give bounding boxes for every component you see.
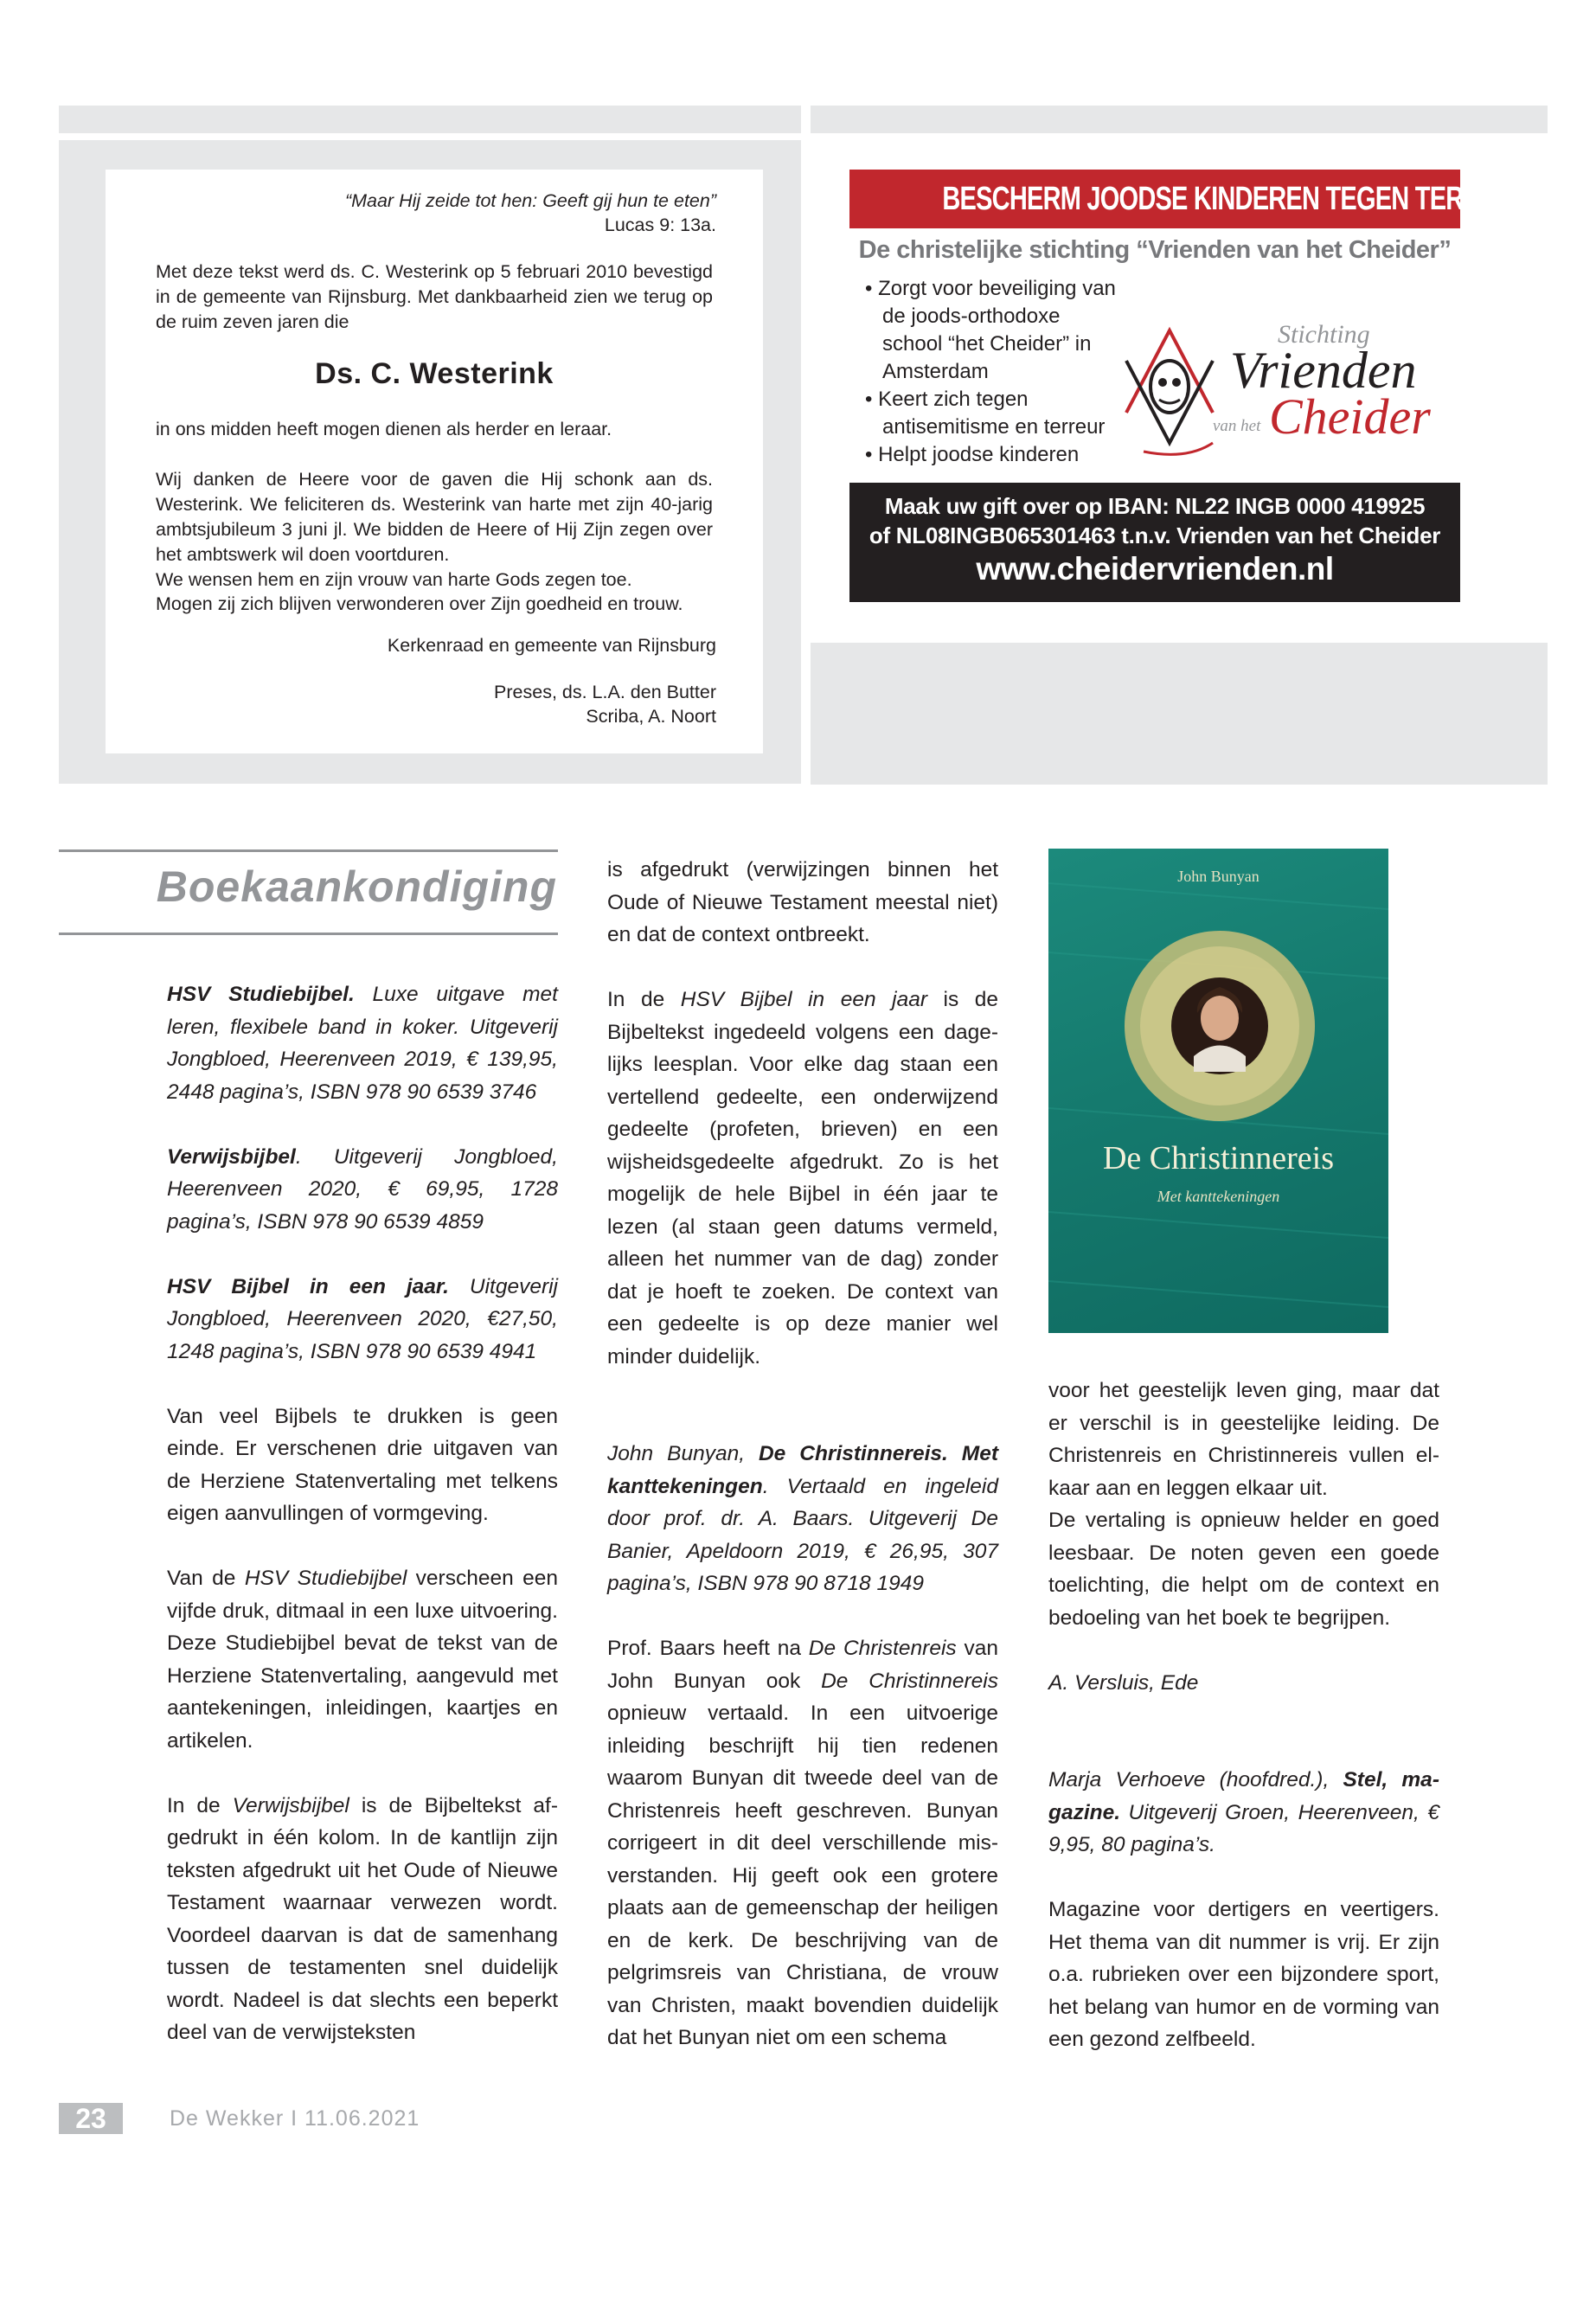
paragraph: Van veel Bijbels te drukken is geen einde. Er verschenen drie uitgaven van de Herziene Statenvertaling met telkens eigen aanvullingen of vormgeving. xyxy=(167,1404,558,1525)
ad-logo-cheider: Cheider xyxy=(1269,388,1431,445)
paragraph: Van de HSV Studiebijbel verscheen een vijfde druk, ditmaal in een luxe uitvoering. Deze Studiebijbel bevat de tekst van de Herziene Statenvertaling, aangevuld met aantekeningen, inleidingen, kaartjes en artikelen. xyxy=(167,1567,558,1753)
paragraph: is afgedrukt (verwijzingen binnen het Oude of Nieuwe Testament meestal niet) en dat de context ontbreekt. xyxy=(607,858,998,946)
cover-texture xyxy=(1048,849,1388,1333)
ad-bullet: • Keert zich tegen antisemitisme en terreur xyxy=(865,388,1106,439)
ad-bullet: • Helpt joodse kinderen xyxy=(865,443,1080,466)
book-title: HSV Bijbel in een jaar. xyxy=(167,1274,449,1298)
jubilee-after-name: in ons midden heeft mogen dienen als herder en leraar. xyxy=(156,419,612,439)
paragraph: In de HSV Bijbel in een jaar is de Bijbeltekst ingedeeld volgens een dagelijks leesplan. Voor elke dag staan een vertellend gedeelte, een onderwijzend gedeelte (profeten, brieven) en een wijsheidsgedeelte afgedrukt. Zo is het mogelijk de hele Bijbel in één jaar te lezen (al staan geen datums vermeld, alleen het nummer van de dag) zonder dat je hoeft te zoeken. De context van een gedeelte is op deze manier wel minder duidelijk. xyxy=(607,988,998,1368)
ad-bullet-list xyxy=(865,275,1125,469)
paragraph: Prof. Baars heeft na De Christenreis van John Bunyan ook De Christinnereis opnieuw vertaald. In een uitvoerige inleiding beschrijft hij tien redenen waarom Bunyan dit tweede deel van de Christenreis heeft geschreven. Bunyan corrigeert in dit deel verschillende misverstanden. Hij geeft ook een grotere plaats aan de gemeenschap der heiligen en de kerk. De beschrijving van de pelgrimsreis van Christiana, de vrouw van Christen, maakt bovendien duidelijk dat het Bunyan niet om een schema xyxy=(607,1637,998,2049)
jubilee-thanks: Wij danken de Heere voor de gaven die Hij schonk aan ds. Westerink. We feliciteren ds. Westerink van harte met zijn 40-jarig ambtsjubileum 3 juni jl. We bidden de Heere of Hij Zijn zegen over het ambtswerk wil doen voortduren. xyxy=(156,469,713,565)
heading-rule-bottom xyxy=(59,933,558,935)
book-entry-verwijsbijbel xyxy=(167,1141,558,1239)
book-details: Uitgeverij Groen, Heerenveen, € 9,95, 80 pagina’s. xyxy=(1048,1800,1439,1856)
book-entry-stel-magazine: Marja Verhoeve (hoofdred.), Stel, magazine. Uitgeverij Groen, Heerenveen, € 9,95, 80 pagina’s. xyxy=(1048,1768,1439,1856)
publication-info: De Wekker I 11.06.2021 xyxy=(170,2106,420,2131)
jubilee-wish2: Mogen zij zich blijven verwonderen over Zijn goedheid en trouw. xyxy=(156,593,683,614)
book-details: . Uitgeverij Jongbloed, Heerenveen 2020, € 69,95, 1728 pagina’s, ISBN 978 90 6539 4859 xyxy=(167,1144,558,1234)
book-details: . Vertaald en ingeleid door prof. dr. A. Baars. Uitgeverij De Banier, Apeldoorn 2019, € 26,95, 307 pagina’s, ISBN 978 90 8718 1949 xyxy=(607,1474,998,1595)
book-entry-bijbel-in-een-jaar xyxy=(167,1271,558,1368)
jubilee-quote-block xyxy=(345,189,716,237)
book-title: De Christinnereis. Met kanttekeningen xyxy=(607,1442,998,1498)
jubilee-quote: “Maar Hij zeide tot hen: Geeft gij hun te eten” xyxy=(344,190,716,211)
ad-logo-vrienden: Vrienden xyxy=(1230,342,1417,399)
jubilee-scriba: Scriba, A. Noort xyxy=(586,706,716,727)
ad-frame-bottom xyxy=(811,643,1548,785)
cheider-logo xyxy=(1109,313,1455,460)
cheider-advertisement xyxy=(849,170,1540,602)
page-number: 23 xyxy=(59,2103,123,2134)
jubilee-announcement xyxy=(106,170,763,753)
ad-banner: BESCHERM JOODSE KINDEREN TEGEN TERREUR! xyxy=(849,170,1460,228)
jubilee-preses: Preses, ds. L.A. den Butter xyxy=(494,682,716,702)
column-3 xyxy=(1048,1375,1439,2056)
cover-author: John Bunyan xyxy=(1177,868,1259,885)
ad-gift-line2: of NL08INGB065301463 t.n.v. Vrienden van het Cheider xyxy=(869,522,1441,548)
ad-donation-box xyxy=(849,483,1460,602)
column-2 xyxy=(607,854,998,2054)
cover-subtitle: Met kanttekeningen xyxy=(1157,1188,1280,1205)
jubilee-intro: Met deze tekst werd ds. C. Westerink op 5 februari 2010 bevestigd in de gemeente van Rijnsburg. Met dankbaarheid zien we terug op de ruim zeven jaren die xyxy=(156,261,713,332)
paragraph: In de Verwijsbijbel is de Bijbeltekst afgedrukt in één kolom. In de kantlijn zijn teksten afgedrukt uit het Oude of Nieuwe Testament waarnaar verwezen wordt. Voordeel daarvan is dat de samenhang tussen de testamenten snel duidelijk wordt. Nadeel is dat slechts een beperkt deel van de verwijsteksten xyxy=(167,1793,558,2044)
jubilee-wish1: We wensen hem en zijn vrouw van harte Gods zegen toe. xyxy=(156,569,632,590)
ad-logo-vanhet: van het xyxy=(1213,417,1261,435)
cover-title: De Christinnereis xyxy=(1102,1140,1334,1176)
jubilee-signature: Kerkenraad en gemeente van Rijnsburg xyxy=(387,635,716,656)
book-entry-christinnereis: John Bunyan, De Christinnereis. Met kanttekeningen. Vertaald en ingeleid door prof. dr. A. Baars. Uitgeverij De Banier, Apeldoorn 2019, € 26,95, 307 pagina’s, ISBN 978 90 8718 1949 xyxy=(607,1442,998,1595)
book-cover xyxy=(1048,849,1388,1333)
paragraph: Magazine voor dertigers en veertigers. Het thema van dit nummer is vrij. Er zijn o.a. rubrieken over een bijzondere sport, het belang van humor en de vorming van een gezond zelfbeeld. xyxy=(1048,1898,1439,2051)
ad-subtitle: De christelijke stichting “Vrienden van het Cheider” xyxy=(858,236,1452,264)
book-entry-studiebijbel xyxy=(167,978,558,1108)
book-title: Verwijsbijbel xyxy=(167,1144,296,1169)
book-details: Uitgeverij Jongbloed, Heerenveen 2020, €27,50, 1248 pagina’s, ISBN 978 90 6539 4941 xyxy=(167,1274,558,1363)
ad-bullet: • Zorgt voor beveiliging van de joods-orthodoxe school “het Cheider” in Amsterdam xyxy=(865,277,1116,383)
heading-rule-top xyxy=(59,849,558,852)
column-1 xyxy=(167,978,558,2049)
top-bar-right xyxy=(811,106,1548,133)
ad-logo-stichting: Stichting xyxy=(1278,320,1370,349)
jubilee-name: Ds. C. Westerink xyxy=(315,357,554,390)
reviewer: A. Versluis, Ede xyxy=(1048,1670,1199,1695)
ad-gift-line1: Maak uw gift over op IBAN: NL22 INGB 0000 419925 xyxy=(884,493,1426,519)
book-details: Luxe uitgave met leren, flexibele band in koker. Uitgeverij Jongbloed, Heerenveen 2019, € 139,95, 2448 pagina’s, ISBN 978 90 6539 3746 xyxy=(167,983,558,1104)
jubilee-reference: Lucas 9: 13a. xyxy=(604,215,716,235)
section-heading: Boekaankondiging xyxy=(156,862,557,911)
ad-website: www.cheidervrienden.nl xyxy=(976,551,1334,586)
book-title: HSV Studiebijbel. xyxy=(167,983,355,1006)
top-bar-left xyxy=(59,106,801,133)
book-title: Stel, magazine. xyxy=(1048,1768,1439,1824)
paragraph: voor het geestelijk leven ging, maar dat er verschil is in geestelijke leiding. De Christenreis en Christinnereis vullen elkaar aan en leggen elkaar uit. xyxy=(1048,1379,1439,1500)
paragraph: De vertaling is opnieuw helder en goed leesbaar. De noten geven een goede toelichting, die helpt om de context en bedoeling van het boek te begrijpen. xyxy=(1048,1509,1439,1630)
